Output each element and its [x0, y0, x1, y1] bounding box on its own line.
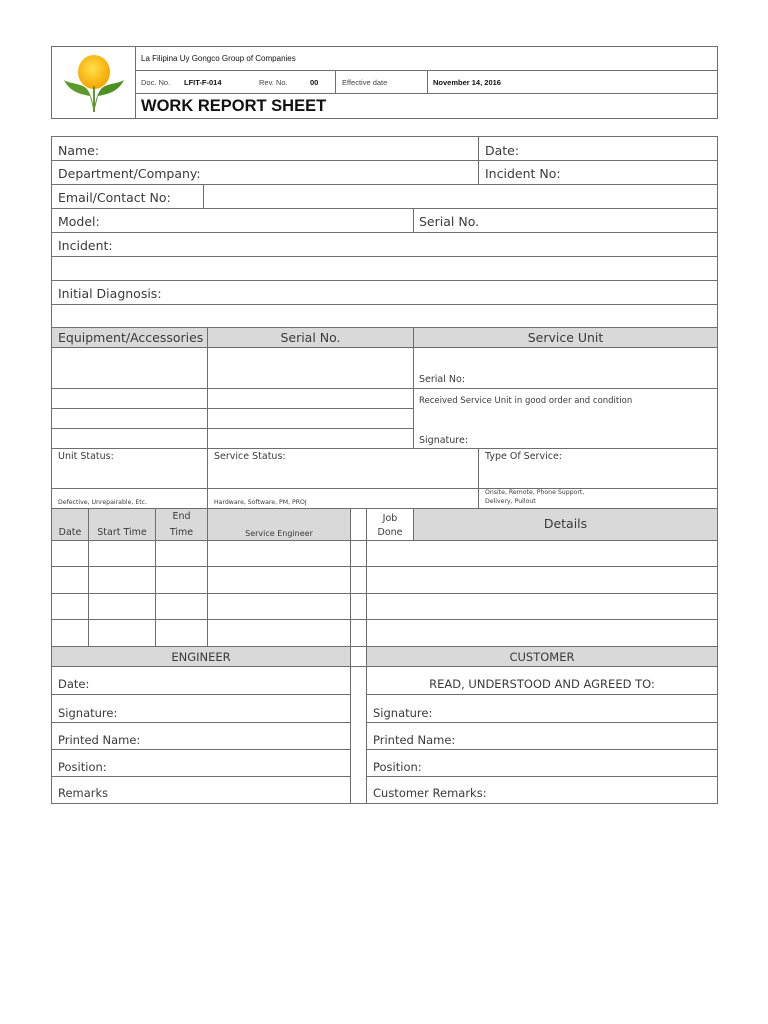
customer-section-title: CUSTOMER	[509, 650, 575, 664]
unit-status-label: Unit Status:	[58, 451, 114, 462]
equipment-row[interactable]	[52, 409, 413, 428]
customer-printed-name-label: Printed Name:	[373, 733, 456, 747]
log-row[interactable]	[52, 567, 717, 593]
customer-remarks-label: Customer Remarks:	[373, 786, 487, 800]
equipment-col-header: Equipment/Accessories	[58, 330, 204, 345]
service-unit-col-header: Service Unit	[527, 330, 604, 345]
log-end-time-header: End	[172, 511, 191, 522]
email-contact-label: Email/Contact No:	[58, 190, 171, 205]
equipment-row[interactable]	[52, 389, 413, 408]
customer-agreement-text: READ, UNDERSTOOD AND AGREED TO:	[429, 677, 655, 691]
unit-status-hint: Defective, Unrepairable, Etc.	[58, 499, 148, 506]
company-name: La Filipina Uy Gongco Group of Companies	[141, 54, 296, 63]
equipment-serial-col-header: Serial No.	[280, 330, 341, 345]
engineer-signature-label: Signature:	[58, 706, 118, 720]
incident-no-label: Incident No:	[485, 166, 561, 181]
log-job-done-header: Done	[377, 527, 403, 538]
service-unit-signature-label: Signature:	[419, 435, 469, 446]
received-unit-text: Received Service Unit in good order and condition	[419, 396, 633, 406]
doc-no-label: Doc. No.	[141, 78, 171, 87]
type-of-service-hint: Onsite, Remote, Phone Support,	[485, 489, 585, 496]
incident-label: Incident:	[58, 238, 113, 253]
type-of-service-hint: Delivery, Pullout	[485, 498, 536, 505]
serial-no-label: Serial No.	[419, 214, 480, 229]
initial-diagnosis-label: Initial Diagnosis:	[58, 286, 162, 301]
service-status-hint: Hardware, Software, PM, PROJ	[214, 499, 307, 506]
effective-date-value: November 14, 2016	[433, 78, 501, 87]
engineer-printed-name-label: Printed Name:	[58, 733, 141, 747]
rev-no-label: Rev. No.	[259, 78, 288, 87]
company-logo-icon	[60, 52, 128, 114]
equipment-row[interactable]	[52, 348, 413, 388]
document-title: WORK REPORT SHEET	[141, 97, 327, 115]
log-start-time-header: Start Time	[97, 527, 147, 538]
engineer-remarks-label: Remarks	[58, 786, 109, 800]
log-service-engineer-header: Service Engineer	[245, 529, 313, 538]
log-job-done-header: Job	[382, 513, 398, 524]
log-details-header: Details	[543, 516, 588, 531]
log-row[interactable]	[52, 541, 717, 566]
log-row[interactable]	[52, 620, 717, 646]
effective-date-label: Effective date	[342, 78, 388, 87]
name-label: Name:	[58, 143, 100, 158]
model-label: Model:	[58, 214, 100, 229]
service-status-label: Service Status:	[214, 451, 286, 462]
department-label: Department/Company:	[58, 166, 201, 181]
doc-no-value: LFIT-F-014	[184, 78, 222, 87]
customer-signature-label: Signature:	[373, 706, 433, 720]
service-unit-serial-label: Serial No:	[419, 374, 466, 385]
engineer-date-label: Date:	[58, 677, 90, 691]
engineer-position-label: Position:	[58, 760, 107, 774]
equipment-row[interactable]	[52, 429, 413, 448]
log-row[interactable]	[52, 594, 717, 619]
engineer-section-title: ENGINEER	[171, 650, 231, 664]
log-end-time-header: Time	[169, 527, 194, 538]
log-date-header: Date	[58, 527, 82, 538]
customer-position-label: Position:	[373, 760, 422, 774]
rev-no-value: 00	[310, 78, 319, 87]
type-of-service-label: Type Of Service:	[485, 451, 562, 462]
date-label: Date:	[485, 143, 520, 158]
